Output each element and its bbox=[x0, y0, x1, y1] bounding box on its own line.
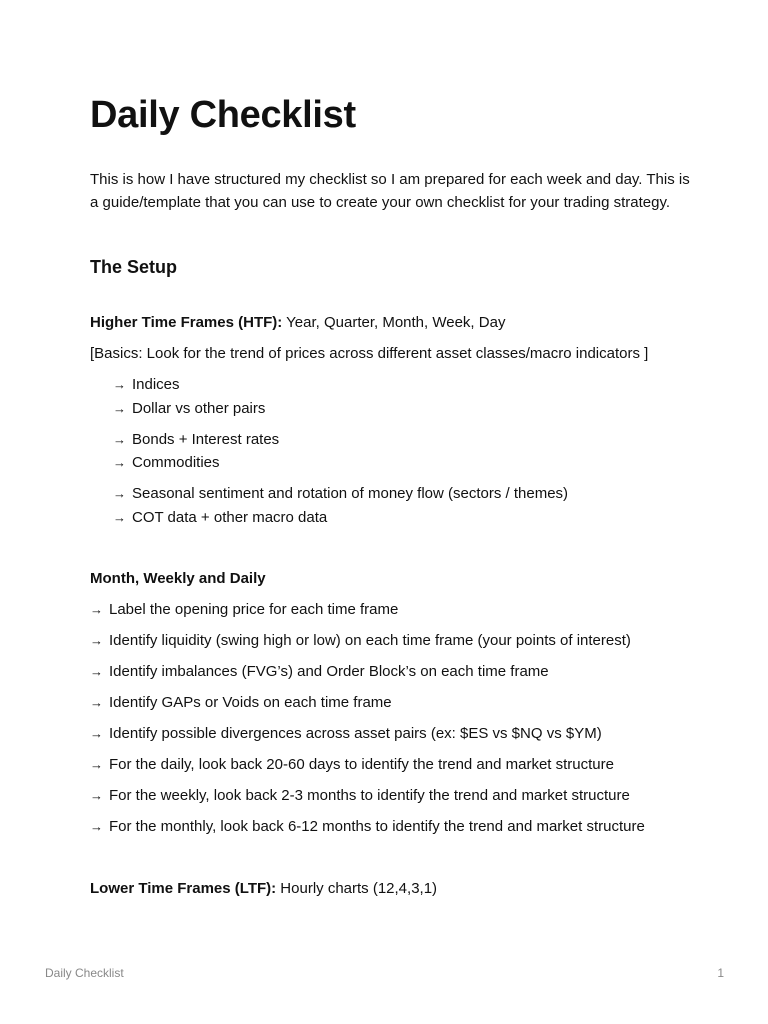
arrow-icon: → bbox=[90, 757, 103, 772]
list-item-text: Identify liquidity (swing high or low) on each time frame (your points of interest) bbox=[109, 632, 631, 649]
list-item-text: Identify GAPs or Voids on each time frame bbox=[109, 694, 392, 711]
arrow-icon: → bbox=[90, 633, 103, 648]
list-item-text: Label the opening price for each time frame bbox=[109, 601, 399, 618]
mwd-list-item bbox=[90, 693, 392, 713]
page-title: Daily Checklist bbox=[90, 94, 356, 136]
list-item-text: For the daily, look back 20-60 days to identify the trend and market structure bbox=[109, 756, 614, 773]
list-item-text: Commodities bbox=[132, 454, 220, 471]
mwd-list-item bbox=[90, 724, 602, 744]
mwd-list-item bbox=[90, 817, 645, 837]
page-number: 1 bbox=[717, 966, 724, 980]
mwd-list-item bbox=[90, 600, 398, 620]
htf-basics: [Basics: Look for the trend of prices across different asset classes/macro indicators ] bbox=[90, 345, 649, 362]
arrow-icon: → bbox=[90, 695, 103, 710]
ltf-line bbox=[90, 879, 437, 899]
htf-list-item bbox=[113, 453, 220, 473]
arrow-icon: → bbox=[113, 455, 126, 470]
list-item-text: Bonds + Interest rates bbox=[132, 431, 280, 448]
htf-list-item bbox=[113, 484, 568, 504]
arrow-icon: → bbox=[113, 486, 126, 501]
list-item-text: Seasonal sentiment and rotation of money flow (sectors / themes) bbox=[132, 485, 569, 502]
ltf-label: Lower Time Frames (LTF): bbox=[90, 880, 277, 897]
arrow-icon: → bbox=[113, 377, 126, 392]
list-item-text: Indices bbox=[132, 376, 180, 393]
setup-heading: The Setup bbox=[90, 257, 178, 277]
list-item-text: COT data + other macro data bbox=[132, 509, 328, 526]
mwd-heading: Month, Weekly and Daily bbox=[90, 570, 266, 587]
htf-value: Year, Quarter, Month, Week, Day bbox=[282, 314, 506, 331]
list-item-text: For the weekly, look back 2-3 months to identify the trend and market structure bbox=[109, 787, 630, 804]
htf-list-item bbox=[113, 375, 180, 395]
htf-list-item bbox=[113, 430, 279, 450]
mwd-list-item bbox=[90, 662, 549, 682]
mwd-list-item bbox=[90, 786, 630, 806]
arrow-icon: → bbox=[90, 788, 103, 803]
footer-title: Daily Checklist bbox=[45, 966, 124, 980]
ltf-value: Hourly charts (12,4,3,1) bbox=[276, 880, 438, 897]
arrow-icon: → bbox=[113, 401, 126, 416]
list-item-text: Identify possible divergences across asset pairs (ex: $ES vs $NQ vs $YM) bbox=[109, 725, 602, 742]
arrow-icon: → bbox=[90, 664, 103, 679]
arrow-icon: → bbox=[113, 510, 126, 525]
list-item-text: For the monthly, look back 6-12 months to identify the trend and market structure bbox=[109, 818, 645, 835]
htf-label: Higher Time Frames (HTF): bbox=[90, 314, 283, 331]
htf-list-item bbox=[113, 399, 265, 419]
arrow-icon: → bbox=[113, 432, 126, 447]
arrow-icon: → bbox=[90, 819, 103, 834]
htf-list-item bbox=[113, 508, 327, 528]
list-item-text: Identify imbalances (FVG’s) and Order Block’s on each time frame bbox=[109, 663, 549, 680]
arrow-icon: → bbox=[90, 602, 103, 617]
mwd-list-item bbox=[90, 755, 614, 775]
arrow-icon: → bbox=[90, 726, 103, 741]
intro-paragraph: This is how I have structured my checklist so I am prepared for each week and day. This is a guide/template that you can use to create your own checklist for your trading strategy. bbox=[90, 171, 690, 211]
list-item-text: Dollar vs other pairs bbox=[132, 400, 266, 417]
mwd-list-item bbox=[90, 631, 631, 651]
htf-line bbox=[90, 313, 505, 333]
